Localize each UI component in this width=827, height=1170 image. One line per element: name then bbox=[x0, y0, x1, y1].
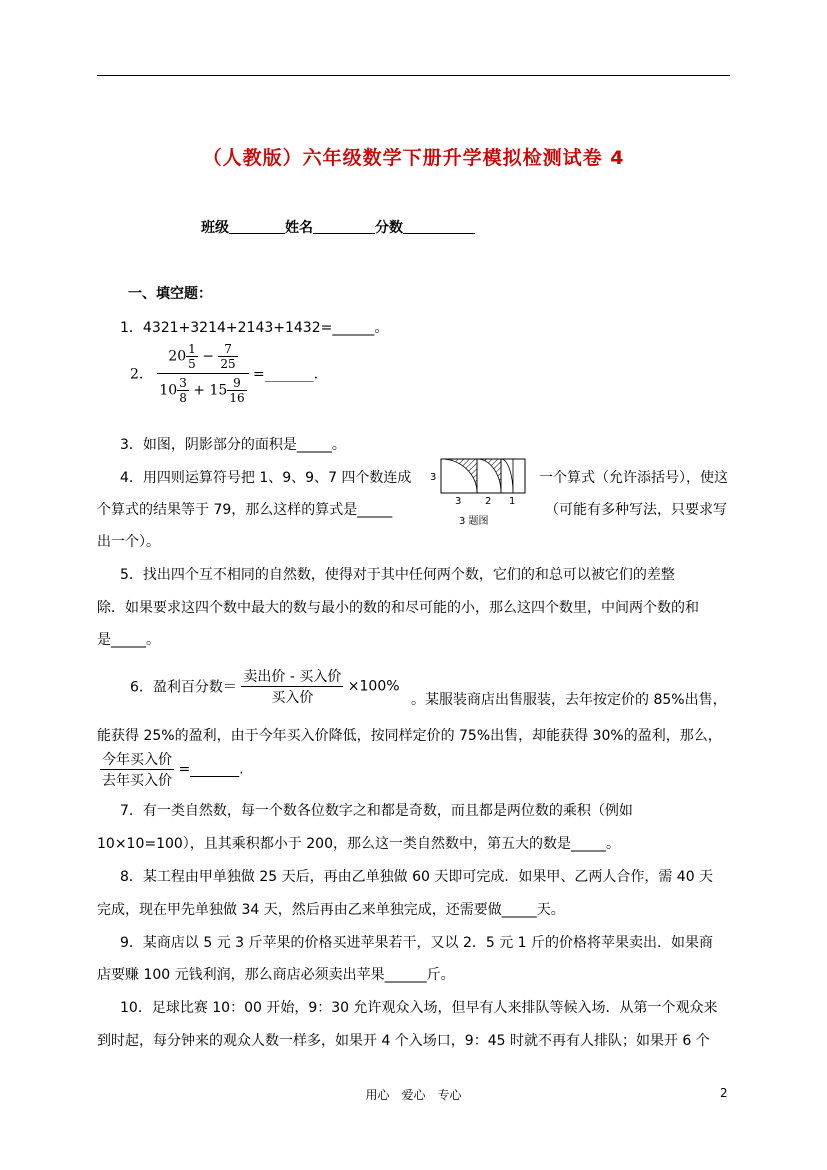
q6-formula-fraction bbox=[241, 666, 343, 707]
question-5-line-2: 除．如果要求这四个数中最大的数与最小的数的和尽可能的小，那么这四个数里，中间两个数的和 bbox=[97, 600, 699, 616]
figure-caption: 3 题图 bbox=[459, 516, 489, 527]
question-5-line-1: 5．找出四个互不相同的自然数，使得对于其中任何两个数，它们的和总可以被它们的差整 bbox=[120, 567, 675, 583]
q2-top2-den: 25 bbox=[220, 357, 236, 371]
question-6-formula bbox=[130, 666, 400, 707]
figure-arc-right bbox=[501, 459, 513, 493]
figure-rect bbox=[441, 459, 525, 493]
footer-motto: 用心 爱心 专心 bbox=[365, 1088, 462, 1102]
question-10-line-1: 10．足球比赛 10：00 开始，9：30 允许观众入场，但早有人来排队等候入场．从第一个观众来 bbox=[120, 1000, 718, 1016]
question-7-line-1: 7．有一类自然数，每一个数各位数字之和都是奇数，而且都是两位数的乘积（例如 bbox=[120, 803, 633, 819]
q2-number: 2． bbox=[130, 366, 153, 383]
question-4-line-3: 出一个）。 bbox=[97, 534, 160, 550]
figure-shade-middle bbox=[477, 459, 501, 493]
q2-bot-num: 3 bbox=[179, 376, 187, 390]
page-title: （人教版）六年级数学下册升学模拟检测试卷 4 bbox=[202, 147, 625, 169]
q6-lead: 6．盈利百分数＝ bbox=[130, 679, 237, 696]
q6-tail: =_______. bbox=[178, 761, 244, 778]
figure-shade-left bbox=[441, 459, 477, 493]
q2-top-num: 1 bbox=[188, 342, 196, 356]
q6-ratio-num: 今年买入价 bbox=[100, 749, 174, 770]
page-number: 2 bbox=[720, 1086, 728, 1100]
score-label: 分数 bbox=[375, 220, 403, 236]
q2-top2-frac bbox=[218, 342, 237, 371]
figure-bottom-label-1: 3 bbox=[455, 496, 462, 507]
q2-top-frac bbox=[186, 342, 198, 371]
shaded-area-figure bbox=[427, 456, 527, 528]
q2-bot2-den: 16 bbox=[229, 391, 245, 405]
q2-fraction bbox=[157, 342, 248, 405]
q2-tail: =_______． bbox=[253, 366, 328, 383]
question-2 bbox=[130, 342, 328, 405]
question-4-line-1b: 一个算式（允许添括号），使这 bbox=[539, 470, 728, 486]
q6-ratio-fraction bbox=[100, 749, 174, 790]
question-10-line-2: 到时起，每分钟来的观众人数一样多，如果开 4 个入场口，9：45 时就不再有人排队；如果开 6 个 bbox=[97, 1033, 710, 1049]
question-6-line-1: 。某服装商店出售服装，去年按定价的 85%出售， bbox=[411, 692, 727, 708]
question-4-line-2b: （可能有多种写法，只要求写 bbox=[545, 502, 727, 518]
score-blank bbox=[403, 219, 475, 234]
q2-numerator bbox=[157, 342, 248, 374]
q2-bot-den: 8 bbox=[179, 391, 187, 405]
q2-bot2-whole: 15 bbox=[209, 382, 228, 399]
question-5-line-3: 是_____。 bbox=[97, 632, 160, 648]
question-4-line-2a: 个算式的结果等于 79，那么这样的算式是_____ bbox=[97, 502, 393, 518]
class-label: 班级 bbox=[201, 220, 229, 236]
figure-left-label: 3 bbox=[430, 472, 437, 483]
question-8-line-2: 完成，现在甲先单独做 34 天，然后再由乙来单独完成，还需要做_____天。 bbox=[97, 902, 565, 918]
name-label: 姓名 bbox=[285, 220, 313, 236]
section-heading: 一、填空题： bbox=[128, 286, 212, 302]
student-info-line bbox=[201, 217, 475, 237]
name-blank bbox=[313, 219, 375, 234]
figure-bottom-label-3: 1 bbox=[509, 496, 516, 507]
q2-top-whole: 20 bbox=[168, 348, 187, 365]
q6-ratio-den: 去年买入价 bbox=[102, 773, 172, 789]
question-8-line-1: 8．某工程由甲单独做 25 天后，再由乙单独做 60 天即可完成．如果甲、乙两人合作，需 40 天 bbox=[120, 869, 714, 885]
q2-bot-whole: 10 bbox=[159, 382, 178, 399]
class-blank bbox=[229, 219, 285, 234]
question-7-line-2: 10×10=100），且其乘积都小于 200，那么这一类自然数中，第五大的数是_____。 bbox=[97, 836, 620, 852]
question-6-line-2: 能获得 25%的盈利，由于今年买入价降低，按同样定价的 75%出售，却能获得 30%的盈利，那么， bbox=[97, 728, 722, 744]
q2-top2-num: 7 bbox=[218, 342, 237, 357]
question-4-line-1a: 4．用四则运算符号把 1、9、9、7 四个数连成 bbox=[120, 470, 412, 486]
q6-times: ×100% bbox=[347, 678, 400, 695]
q2-bot2-num: 9 bbox=[227, 376, 246, 391]
q2-bot2-frac bbox=[227, 376, 246, 405]
q2-bot-frac bbox=[177, 376, 189, 405]
q2-minus: − bbox=[202, 348, 214, 365]
q2-plus: + bbox=[193, 382, 206, 399]
q2-denominator bbox=[157, 374, 248, 405]
question-3: 3．如图，阴影部分的面积是_____。 bbox=[120, 437, 346, 453]
question-9-line-1: 9．某商店以 5 元 3 斤苹果的价格买进苹果若干，又以 2．5 元 1 斤的价格将苹果卖出．如果商 bbox=[120, 935, 714, 951]
question-9-line-2: 店要赚 100 元钱利润，那么商店必须卖出苹果______斤。 bbox=[97, 967, 455, 983]
q2-top-den: 5 bbox=[188, 357, 196, 371]
question-1: 1．4321+3214+2143+1432=______。 bbox=[120, 320, 389, 336]
header-rule bbox=[97, 75, 730, 76]
q6-formula-num: 卖出价 - 买入价 bbox=[241, 666, 343, 687]
figure-bottom-label-2: 2 bbox=[485, 496, 492, 507]
question-6-ratio bbox=[100, 749, 244, 790]
q6-formula-den: 买入价 bbox=[271, 690, 314, 706]
